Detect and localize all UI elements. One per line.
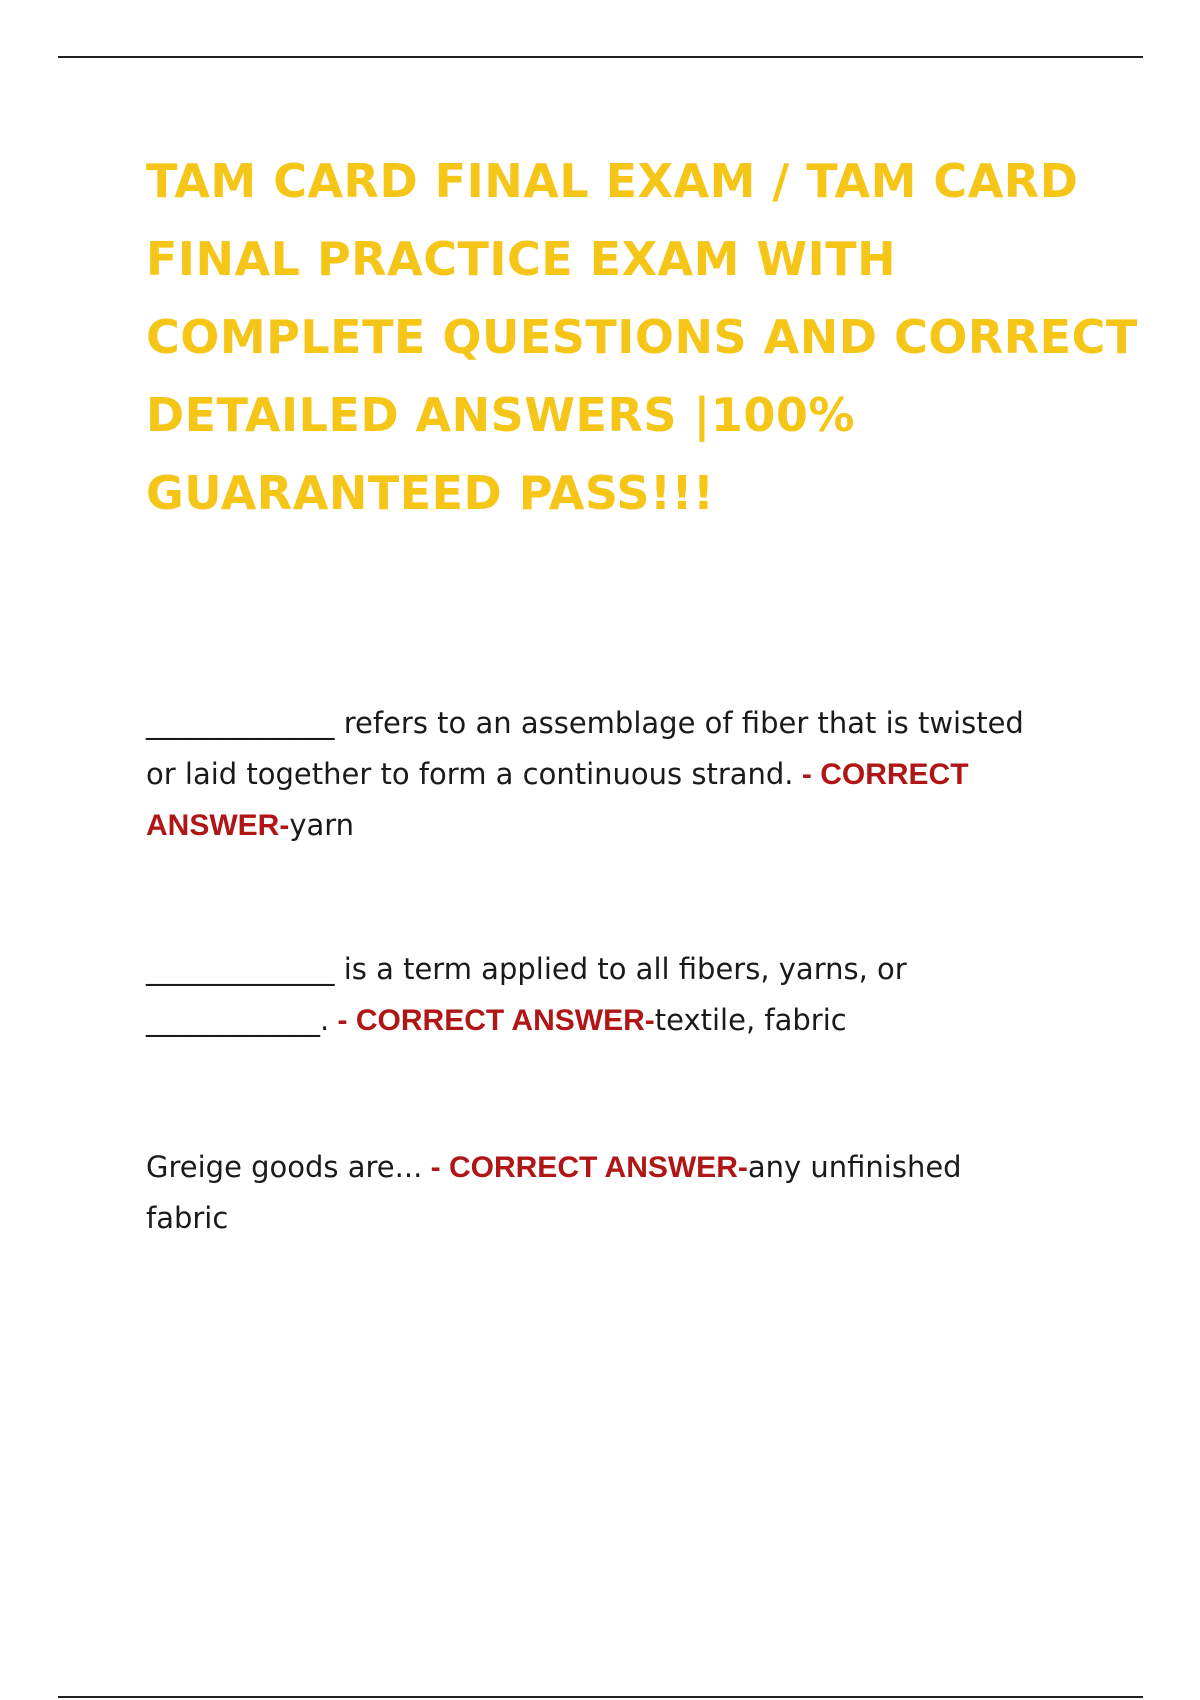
- correct-answer-label: - CORRECT ANSWER-: [329, 1004, 655, 1037]
- answer-text: yarn: [289, 808, 355, 842]
- answer-text: any unfinished fabric: [146, 1150, 962, 1235]
- qa-item: [146, 698, 1046, 851]
- qa-item: [146, 944, 1046, 1046]
- top-divider: [58, 56, 1143, 58]
- question-text: _____________ is a term applied to all fibers, yarns, or ____________.: [146, 952, 907, 1037]
- question-text: _____________ refers to an assemblage of fiber that is twisted or laid together to form a continuous strand.: [146, 706, 1024, 791]
- correct-answer-label: - CORRECT ANSWER-: [146, 758, 969, 842]
- document-title: TAM CARD FINAL EXAM / TAM CARD FINAL PRACTICE EXAM WITH COMPLETE QUESTIONS AND CORRECT DETAILED ANSWERS |100% GUARANTEED PASS!!!: [146, 154, 1138, 520]
- correct-answer-label: - CORRECT ANSWER-: [422, 1151, 748, 1184]
- bottom-divider: [58, 1696, 1143, 1698]
- question-text: Greige goods are...: [146, 1150, 423, 1184]
- qa-item: [146, 1142, 1046, 1244]
- answer-text: textile, fabric: [654, 1003, 847, 1037]
